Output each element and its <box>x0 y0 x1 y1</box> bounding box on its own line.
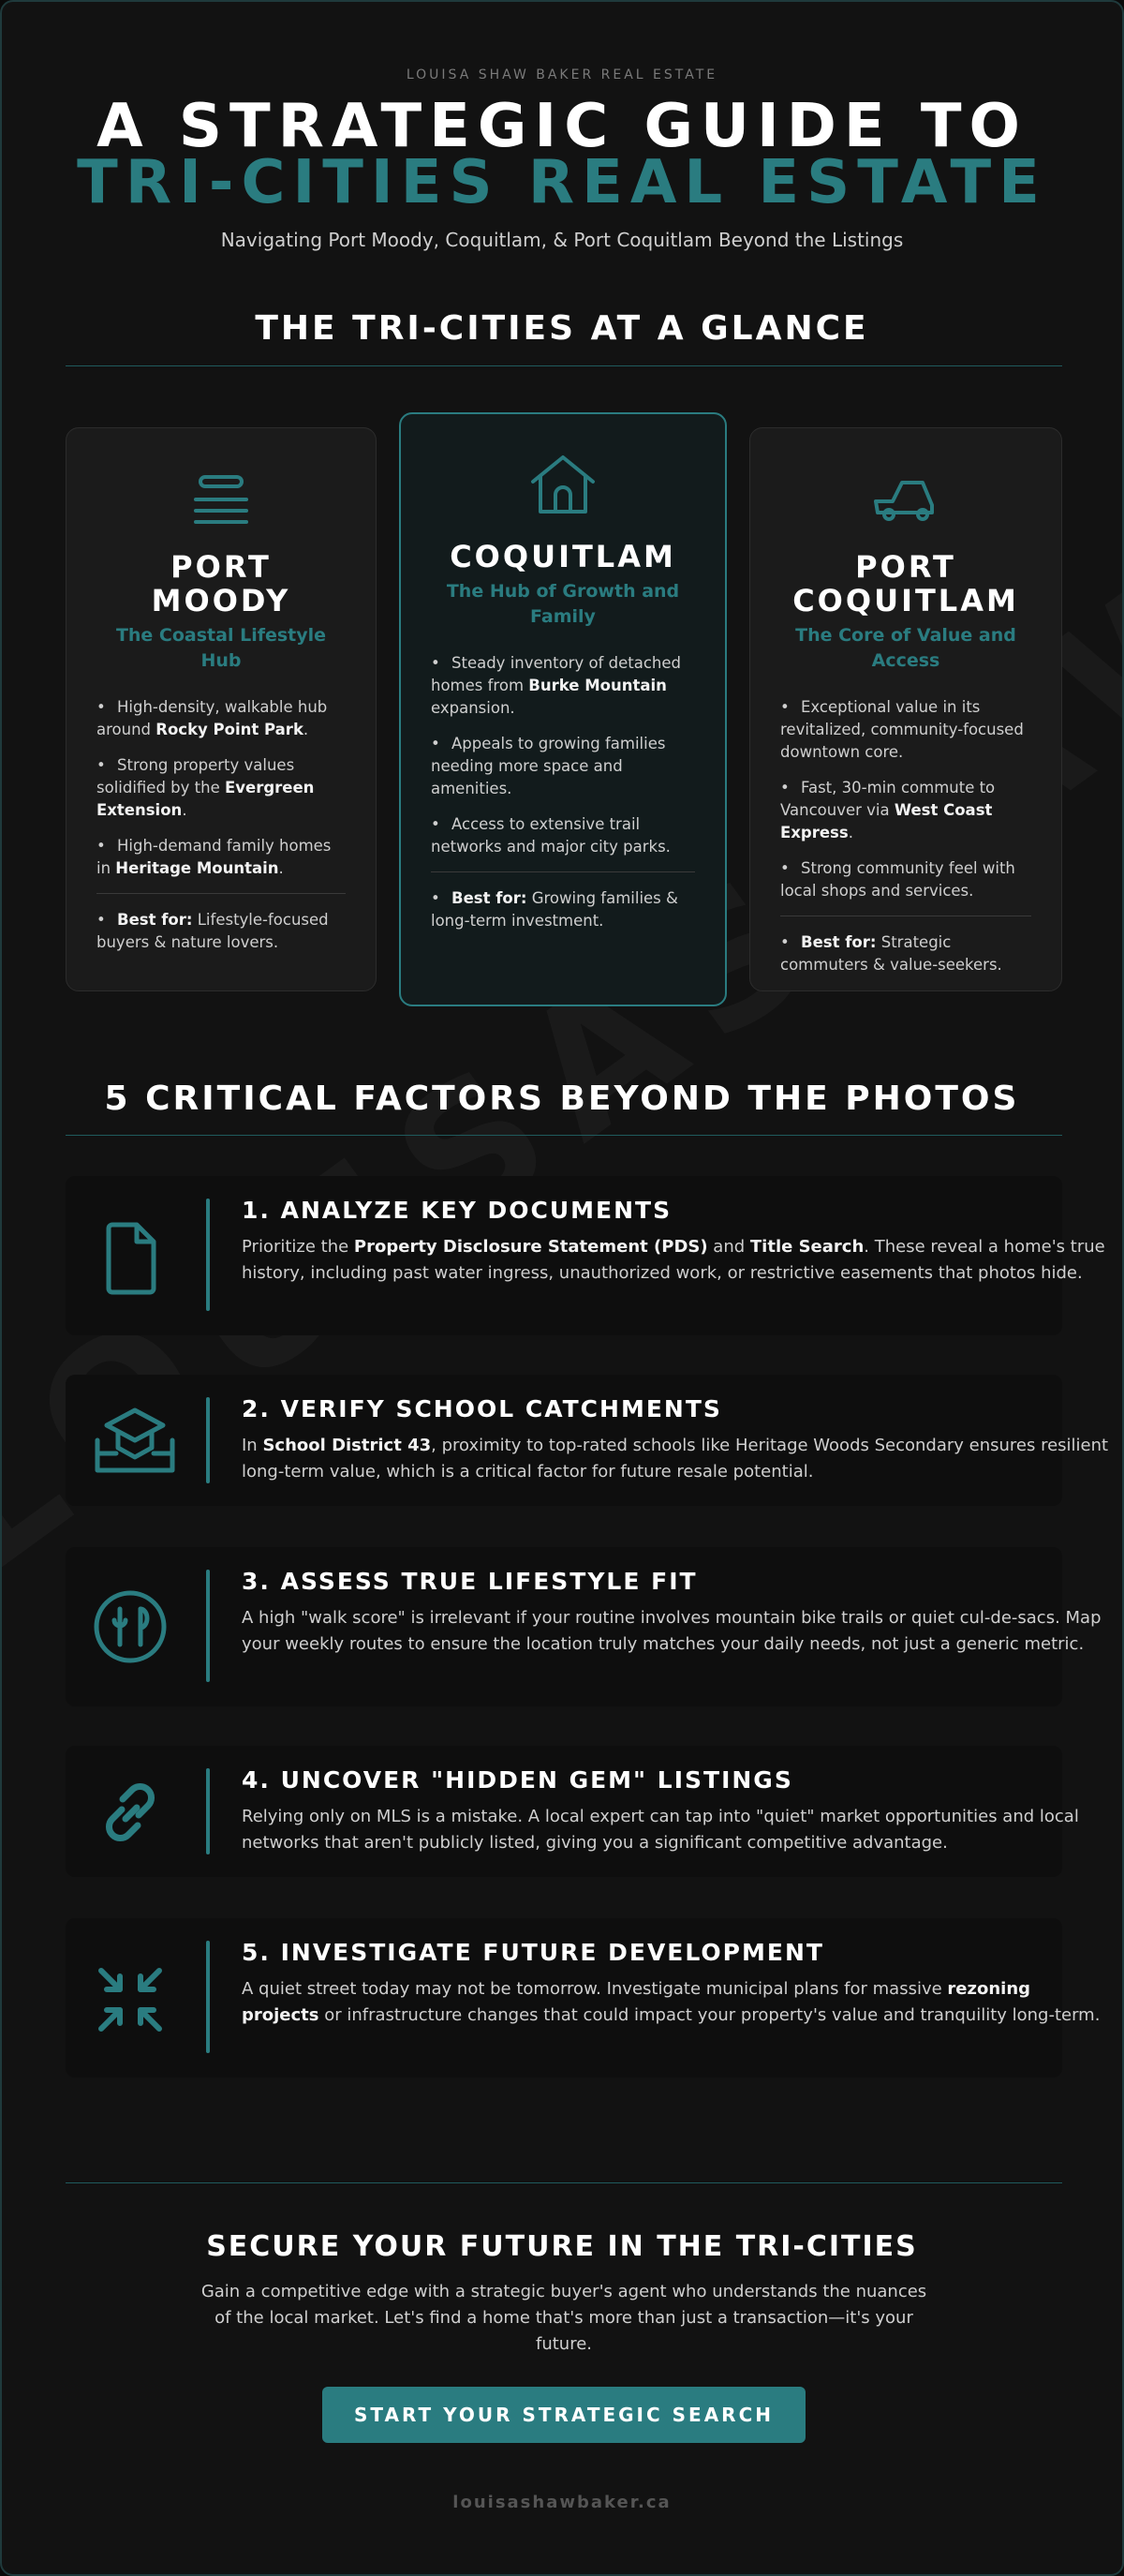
factor-card-hidden-gems <box>66 1746 1079 1877</box>
document-icon <box>88 1215 172 1300</box>
factor-text: Prioritize the Property Disclosure Statement (PDS) and Title Search. These reveal a home's true history, including past water ingress, unauthorized work, or restrictive easements that photos hide. <box>242 1237 1105 1283</box>
cta-title: SECURE YOUR FUTURE IN THE TRI-CITIES <box>206 2230 918 2263</box>
accent-bar <box>206 1570 210 1682</box>
factor-card-lifestyle <box>66 1547 1102 1706</box>
city-card-port-coquitlam <box>749 427 1062 991</box>
factor-text: A high "walk score" is irrelevant if your routine involves mountain bike trails or quiet cul-de-sacs. Map your weekly routes to ensure the location truly matches your daily needs, not just a generic metric. <box>242 1608 1102 1654</box>
best-for <box>431 887 695 932</box>
accent-bar <box>206 1397 210 1483</box>
card-divider <box>431 871 695 872</box>
accent-bar <box>206 1941 210 2053</box>
list-item: • Appeals to growing families needing more space and amenities. <box>431 735 666 797</box>
list-item: • Fast, 30-min commute to Vancouver via West Coast Express. <box>780 779 996 841</box>
section-divider <box>66 1135 1062 1136</box>
factor-card-documents <box>66 1176 1105 1335</box>
list-item: • High-demand family homes in Heritage Mountain. <box>96 837 332 877</box>
city-name: COQUITLAM <box>450 539 676 574</box>
page-title-line-1: A STRATEGIC GUIDE TO <box>96 92 1028 161</box>
glance-section-title: THE TRI-CITIES AT A GLANCE <box>255 309 869 348</box>
city-tagline: The Core of Value and Access <box>795 625 1016 671</box>
cta-divider <box>66 2182 1062 2183</box>
best-for <box>780 931 1031 976</box>
page-subtitle: Navigating Port Moody, Coquitlam, & Port Coquitlam Beyond the Listings <box>220 229 904 251</box>
footer-website-link[interactable]: louisashawbaker.ca <box>452 2493 672 2512</box>
city-bullets <box>96 696 346 880</box>
factor-text: A quiet street today may not be tomorrow. Investigate municipal plans for massive rezoning projects or infrastructure changes that could impact your property's value and tranquility long-term. <box>242 1979 1101 2025</box>
city-bullets <box>780 696 1031 902</box>
city-card-coquitlam <box>399 412 727 1006</box>
list-item: • Steady inventory of detached homes from Burke Mountain expansion. <box>431 654 681 717</box>
city-name: PORT COQUITLAM <box>792 549 1019 618</box>
list-item: • Strong community feel with local shops and services. <box>780 859 1015 900</box>
factors-section-title: 5 CRITICAL FACTORS BEYOND THE PHOTOS <box>104 1080 1020 1118</box>
factor-title: 1. ANALYZE KEY DOCUMENTS <box>242 1197 673 1224</box>
cta-text: Gain a competitive edge with a strategic buyer's agent who understands the nuances of the local market. Let's find a home that's more than just a transaction—it's your future. <box>200 2282 927 2354</box>
card-divider <box>96 893 346 894</box>
city-tagline: The Hub of Growth and Family <box>446 581 680 627</box>
list-item: • High-density, walkable hub around Rocky Point Park. <box>96 698 328 738</box>
list-item: • Strong property values solidified by the Evergreen Extension. <box>96 756 315 819</box>
page-title-line-2: TRI-CITIES REAL ESTATE <box>77 148 1047 217</box>
factor-title: 5. INVESTIGATE FUTURE DEVELOPMENT <box>242 1939 824 1966</box>
best-for-item: • Best for: Growing families & long-term investment. <box>431 889 678 930</box>
city-name: PORT MOODY <box>151 549 291 618</box>
list-item: • Access to extensive trail networks and major city parks. <box>431 815 671 856</box>
house-icon <box>527 452 599 519</box>
city-card-port-moody <box>66 427 377 991</box>
city-tagline: The Coastal Lifestyle Hub <box>115 625 327 671</box>
factor-title: 2. VERIFY SCHOOL CATCHMENTS <box>242 1395 722 1422</box>
factor-text: Relying only on MLS is a mistake. A local expert can tap into "quiet" market opportunities and local networks that aren't publicly listed, giving you a significant competitive advantage. <box>242 1807 1079 1853</box>
accent-bar <box>206 1199 210 1311</box>
factor-card-development <box>66 1918 1101 2077</box>
section-divider <box>66 365 1062 366</box>
school-icon <box>88 1399 182 1483</box>
best-for-item: • Best for: Strategic commuters & value-seekers. <box>780 933 1002 974</box>
factor-title: 4. UNCOVER "HIDDEN GEM" LISTINGS <box>242 1766 793 1794</box>
start-search-button[interactable]: START YOUR STRATEGIC SEARCH <box>322 2387 806 2443</box>
dining-icon <box>88 1585 172 1669</box>
list-item: • Exceptional value in its revitalized, community-focused downtown core. <box>780 698 1024 761</box>
factor-text: In School District 43, proximity to top-rated schools like Heritage Woods Secondary ensures resilient long-term value, which is a critical factor for future resale potential. <box>242 1436 1109 1482</box>
link-icon <box>88 1770 172 1854</box>
best-for <box>96 909 346 954</box>
factor-card-schools <box>66 1375 1109 1506</box>
best-for-item: • Best for: Lifestyle-focused buyers & nature lovers. <box>96 911 329 951</box>
factor-title: 3. ASSESS TRUE LIFESTYLE FIT <box>242 1568 698 1595</box>
waves-icon <box>188 468 254 529</box>
car-icon <box>870 475 941 528</box>
compress-arrows-icon <box>88 1958 172 2042</box>
city-bullets <box>431 652 695 858</box>
accent-bar <box>206 1768 210 1854</box>
brand-name: LOUISA SHAW BAKER REAL ESTATE <box>406 67 718 82</box>
